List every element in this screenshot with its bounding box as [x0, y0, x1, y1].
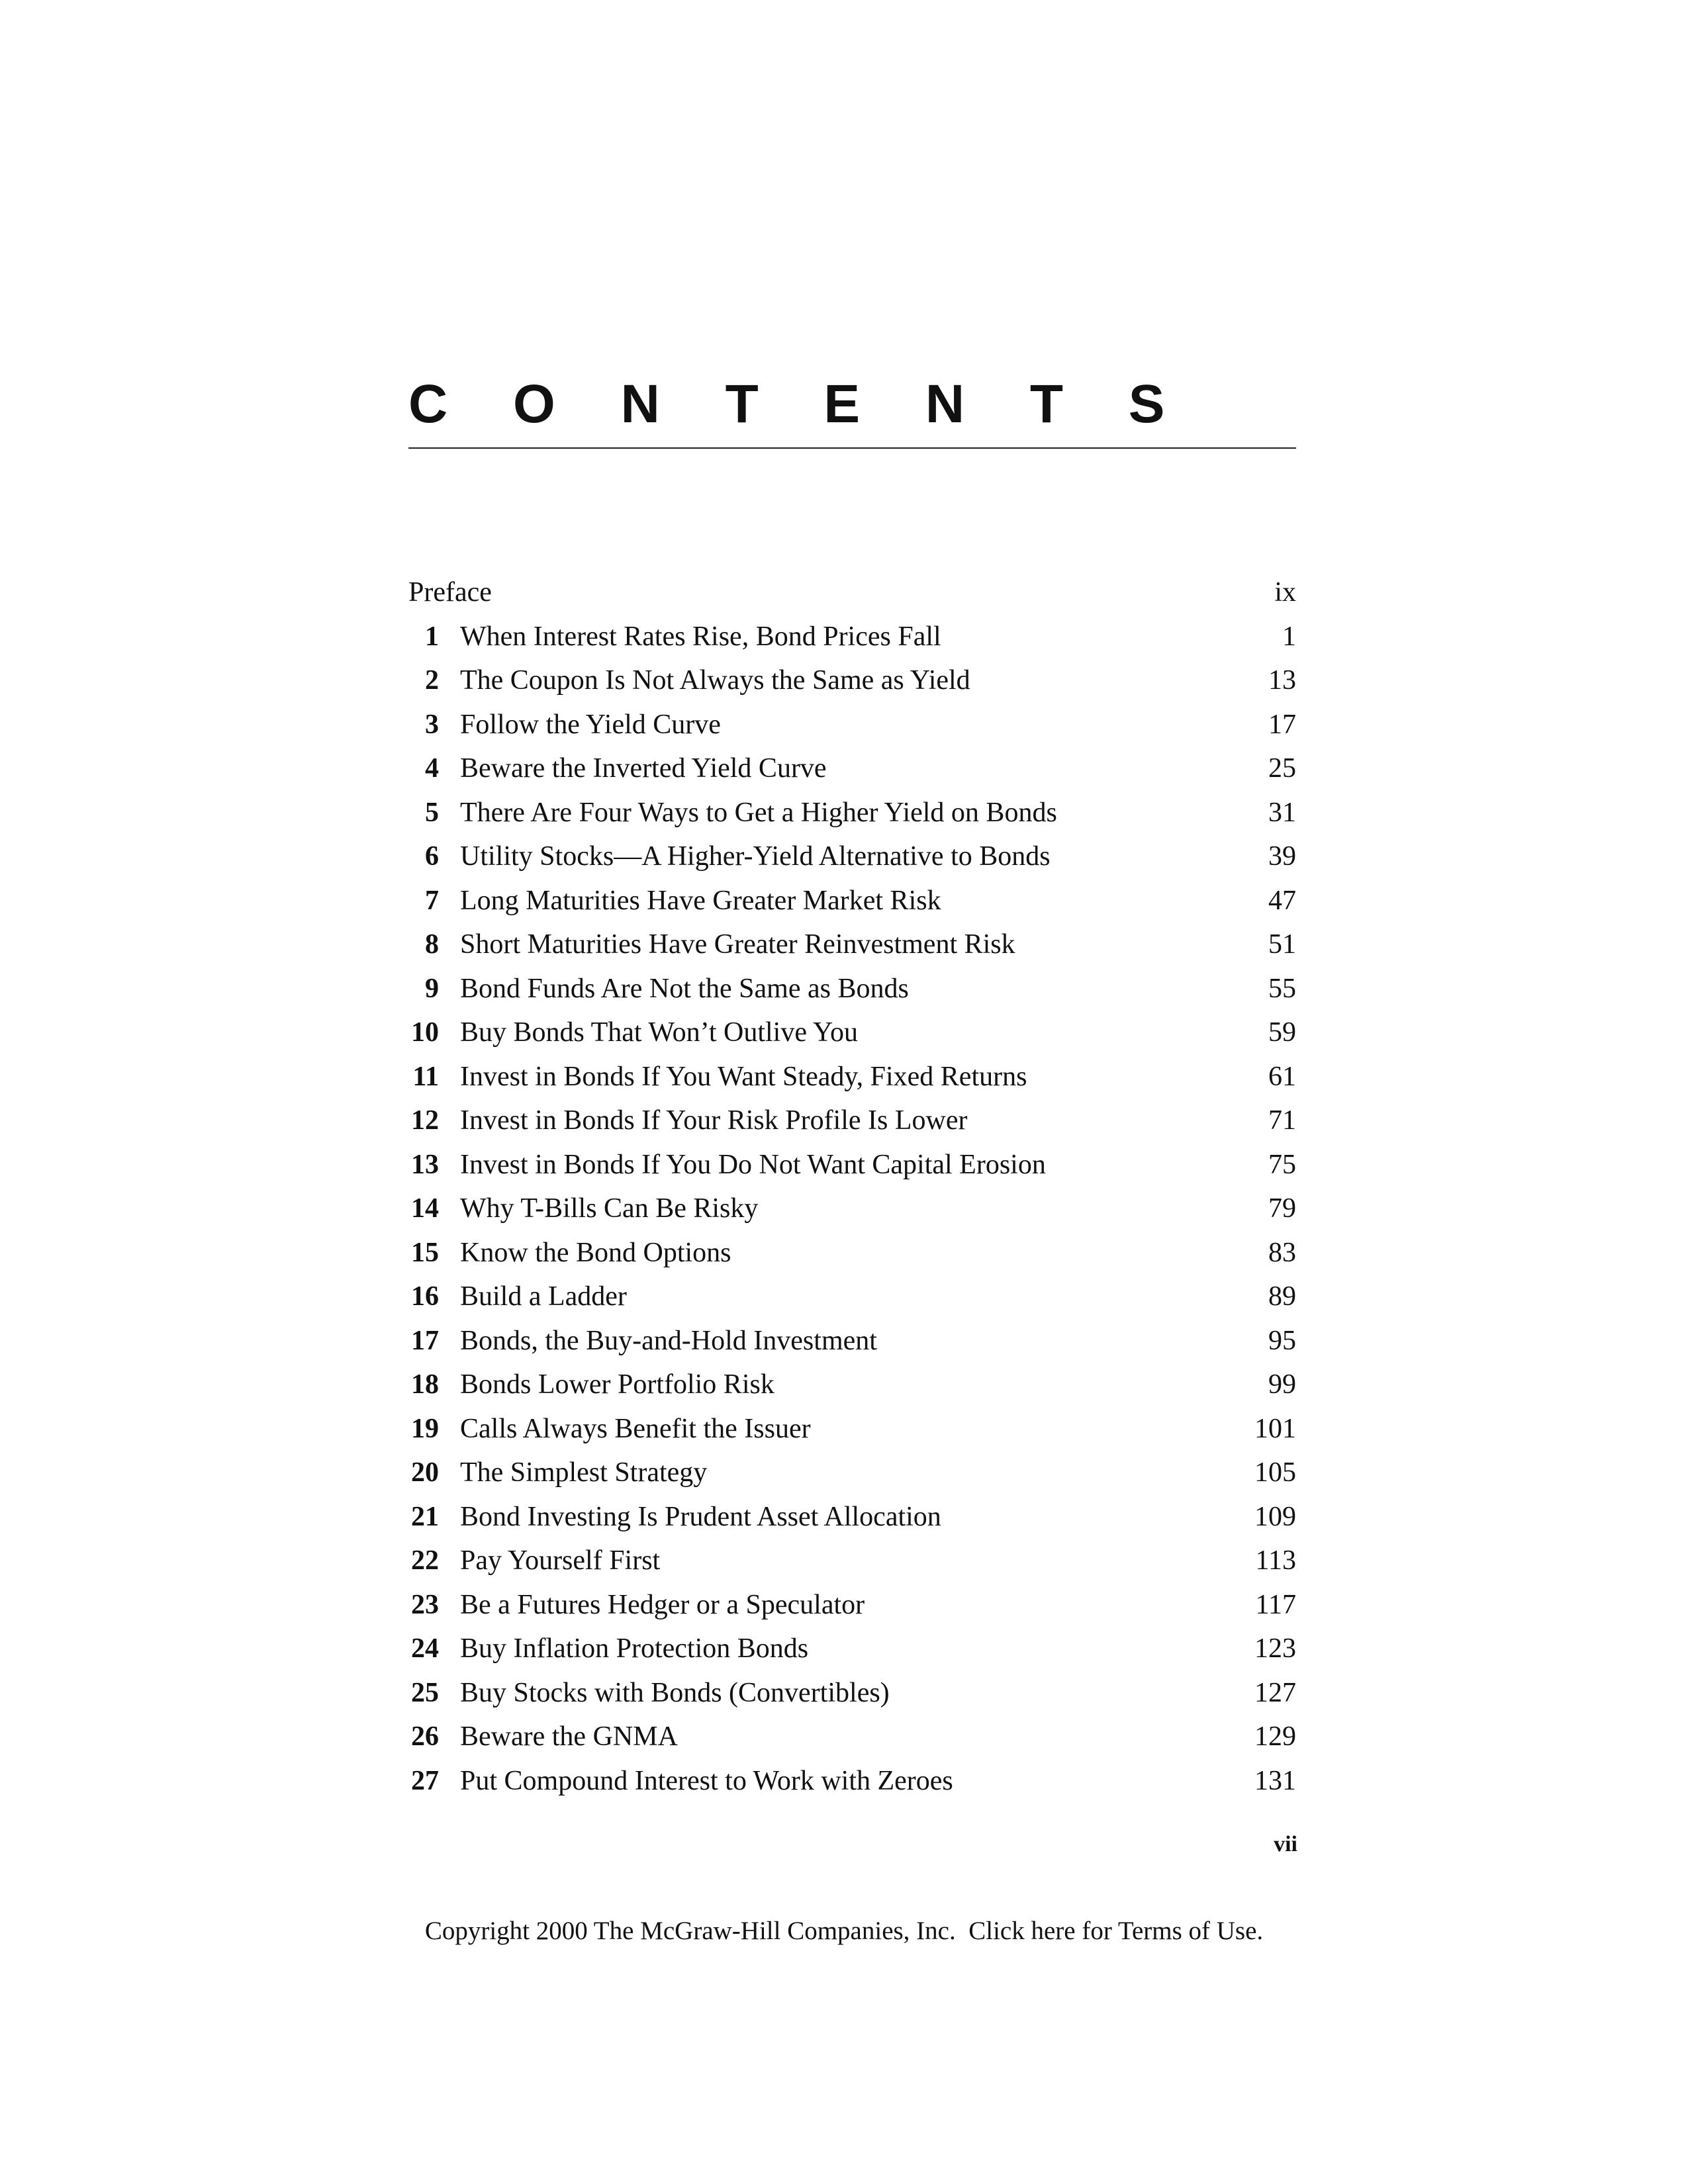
- chapter-title: Short Maturities Have Greater Reinvestment Risk: [460, 929, 1015, 960]
- toc-page-number: 113: [1255, 1545, 1296, 1576]
- chapter-title: Invest in Bonds If You Do Not Want Capital Erosion: [460, 1149, 1046, 1180]
- chapter-title: Beware the GNMA: [460, 1721, 678, 1752]
- chapter-title: Build a Ladder: [460, 1281, 627, 1312]
- chapter-number: 13: [411, 1149, 439, 1180]
- toc-page-number: 105: [1254, 1457, 1296, 1488]
- toc-page-number: 55: [1268, 973, 1296, 1004]
- chapter-title: Follow the Yield Curve: [460, 709, 721, 740]
- page-title: C O N T E N T S: [408, 374, 1190, 434]
- toc-row-chapter-3[interactable]: [408, 703, 1296, 747]
- toc-page-number: 127: [1254, 1677, 1296, 1708]
- toc-page-number: 61: [1268, 1061, 1296, 1092]
- toc-page-number: 51: [1268, 929, 1296, 960]
- chapter-title: Put Compound Interest to Work with Zeroes: [460, 1765, 953, 1796]
- toc-row-chapter-16[interactable]: [408, 1275, 1296, 1319]
- toc-row-chapter-26[interactable]: [408, 1715, 1296, 1759]
- toc-page-number: 1: [1282, 621, 1296, 652]
- chapter-number: 17: [411, 1325, 439, 1356]
- toc-page-number: 101: [1254, 1413, 1296, 1444]
- toc-page-number: 75: [1268, 1149, 1296, 1180]
- toc-row-chapter-8[interactable]: [408, 923, 1296, 967]
- chapter-title: Utility Stocks—A Higher-Yield Alternative to Bonds: [460, 841, 1051, 872]
- toc-page-number: 31: [1268, 797, 1296, 828]
- chapter-title: When Interest Rates Rise, Bond Prices Fall: [460, 621, 941, 652]
- toc-row-chapter-25[interactable]: [408, 1671, 1296, 1715]
- toc-row-chapter-11[interactable]: [408, 1055, 1296, 1099]
- toc-row-chapter-1[interactable]: [408, 615, 1296, 659]
- chapter-title: Know the Bond Options: [460, 1237, 731, 1268]
- toc-title: Preface: [408, 577, 492, 608]
- toc-page-number: 95: [1268, 1325, 1296, 1356]
- toc-row-chapter-23[interactable]: [408, 1583, 1296, 1627]
- toc-page-number: 71: [1268, 1105, 1296, 1136]
- toc-row-chapter-10[interactable]: [408, 1011, 1296, 1055]
- copyright-notice: [0, 1916, 1688, 1946]
- chapter-number: 24: [411, 1633, 439, 1664]
- toc-page-number: 59: [1268, 1017, 1296, 1048]
- chapter-number: 22: [411, 1545, 439, 1576]
- chapter-title: Bond Funds Are Not the Same as Bonds: [460, 973, 909, 1004]
- toc-page-number: 47: [1268, 885, 1296, 916]
- chapter-title: Bonds, the Buy-and-Hold Investment: [460, 1325, 877, 1356]
- chapter-number: 20: [411, 1457, 439, 1488]
- chapter-number: 2: [425, 665, 439, 696]
- chapter-title: Bonds Lower Portfolio Risk: [460, 1369, 774, 1400]
- toc-row-preface[interactable]: [408, 570, 1296, 615]
- toc-page-number: 117: [1255, 1589, 1296, 1620]
- chapter-title: Pay Yourself First: [460, 1545, 661, 1576]
- chapter-number: 15: [411, 1237, 439, 1268]
- chapter-number: 16: [411, 1281, 439, 1312]
- chapter-number: 21: [411, 1501, 439, 1532]
- copyright-text: Copyright 2000 The McGraw-Hill Companies, Inc.: [424, 1917, 956, 1945]
- title-rule: [408, 447, 1296, 449]
- chapter-number: 19: [411, 1413, 439, 1444]
- toc-row-chapter-15[interactable]: [408, 1231, 1296, 1275]
- toc-page-number: 83: [1268, 1237, 1296, 1268]
- toc-row-chapter-21[interactable]: [408, 1495, 1296, 1539]
- toc-page-number: 25: [1268, 753, 1296, 784]
- chapter-title: The Coupon Is Not Always the Same as Yield: [460, 665, 970, 696]
- toc-row-chapter-7[interactable]: [408, 879, 1296, 923]
- toc-page-number: 109: [1254, 1501, 1296, 1532]
- chapter-title: There Are Four Ways to Get a Higher Yield on Bonds: [460, 797, 1057, 828]
- toc-page-number: 123: [1254, 1633, 1296, 1664]
- chapter-number: 7: [425, 885, 439, 916]
- chapter-number: 4: [425, 753, 439, 784]
- toc-page-number: 99: [1268, 1369, 1296, 1400]
- chapter-title: Invest in Bonds If You Want Steady, Fixed Returns: [460, 1061, 1027, 1092]
- toc-row-chapter-19[interactable]: [408, 1407, 1296, 1451]
- toc-row-chapter-13[interactable]: [408, 1143, 1296, 1187]
- chapter-title: Why T-Bills Can Be Risky: [460, 1193, 759, 1224]
- toc-page-number: 131: [1254, 1765, 1296, 1796]
- toc-page-number: 39: [1268, 841, 1296, 872]
- chapter-title: Long Maturities Have Greater Market Risk: [460, 885, 941, 916]
- toc-row-chapter-20[interactable]: [408, 1451, 1296, 1495]
- toc-page-number: 13: [1268, 665, 1296, 696]
- chapter-number: 9: [425, 973, 439, 1004]
- chapter-number: 18: [411, 1369, 439, 1400]
- toc-row-chapter-22[interactable]: [408, 1539, 1296, 1583]
- chapter-title: Beware the Inverted Yield Curve: [460, 753, 827, 784]
- chapter-number: 25: [411, 1677, 439, 1708]
- page-folio: vii: [1274, 1832, 1297, 1856]
- chapter-number: 23: [411, 1589, 439, 1620]
- chapter-title: Buy Bonds That Won’t Outlive You: [460, 1017, 859, 1048]
- chapter-number: 11: [412, 1061, 439, 1092]
- chapter-title: Buy Stocks with Bonds (Convertibles): [460, 1677, 890, 1708]
- chapter-number: 27: [411, 1765, 439, 1796]
- toc-row-chapter-18[interactable]: [408, 1363, 1296, 1407]
- toc-row-chapter-6[interactable]: [408, 835, 1296, 879]
- toc-page-number: 129: [1254, 1721, 1296, 1752]
- chapter-number: 8: [425, 929, 439, 960]
- toc-row-chapter-2[interactable]: [408, 659, 1296, 703]
- table-of-contents: [408, 570, 1296, 1803]
- toc-row-chapter-4[interactable]: [408, 747, 1296, 791]
- chapter-number: 10: [411, 1017, 439, 1048]
- chapter-number: 1: [425, 621, 439, 652]
- toc-row-chapter-17[interactable]: [408, 1319, 1296, 1363]
- chapter-number: 14: [411, 1193, 439, 1224]
- toc-page-number: 89: [1268, 1281, 1296, 1312]
- chapter-number: 5: [425, 797, 439, 828]
- chapter-number: 3: [425, 709, 439, 740]
- chapter-title: Be a Futures Hedger or a Speculator: [460, 1589, 865, 1620]
- toc-page-number: 79: [1268, 1193, 1296, 1224]
- toc-row-chapter-9[interactable]: [408, 967, 1296, 1011]
- chapter-title: Buy Inflation Protection Bonds: [460, 1633, 809, 1664]
- toc-row-chapter-14[interactable]: [408, 1187, 1296, 1231]
- chapter-number: 6: [425, 841, 439, 872]
- chapter-title: Calls Always Benefit the Issuer: [460, 1413, 811, 1444]
- toc-page-number: 17: [1268, 709, 1296, 740]
- toc-row-chapter-27[interactable]: [408, 1759, 1296, 1803]
- chapter-number: 26: [411, 1721, 439, 1752]
- chapter-number: 12: [411, 1105, 439, 1136]
- toc-row-chapter-24[interactable]: [408, 1627, 1296, 1671]
- toc-row-chapter-12[interactable]: [408, 1099, 1296, 1143]
- terms-of-use-link[interactable]: Click here for Terms of Use.: [968, 1917, 1264, 1945]
- chapter-title: Invest in Bonds If Your Risk Profile Is Lower: [460, 1105, 968, 1136]
- toc-page-number: ix: [1274, 577, 1296, 608]
- chapter-title: The Simplest Strategy: [460, 1457, 708, 1488]
- toc-row-chapter-5[interactable]: [408, 791, 1296, 835]
- chapter-title: Bond Investing Is Prudent Asset Allocation: [460, 1501, 941, 1532]
